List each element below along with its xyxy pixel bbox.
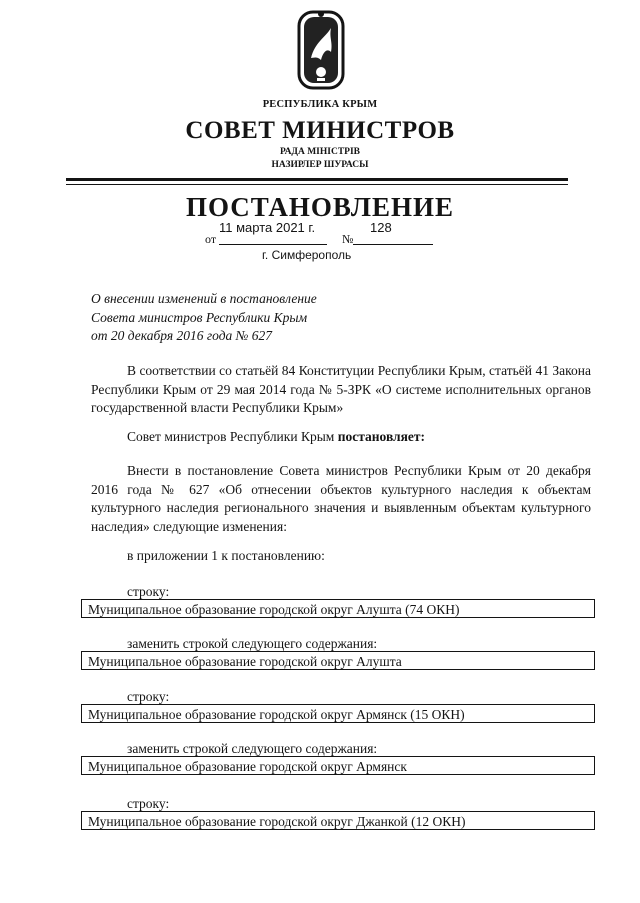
subject-line-2: Совета министров Республики Крым xyxy=(91,309,308,325)
date-number-row xyxy=(205,220,445,247)
resolves-bold: постановляет: xyxy=(337,429,426,444)
crimea-coat-of-arms-icon xyxy=(295,8,347,92)
number-prefix: № xyxy=(342,232,354,246)
republic-name: РЕСПУБЛИКА КРЫМ xyxy=(262,99,378,110)
date-prefix: от xyxy=(205,232,217,246)
change-label: строку: xyxy=(127,689,170,704)
change-row-box: Муниципальное образование городской округ Джанкой (12 ОКН) xyxy=(81,811,595,830)
change-label: заменить строкой следующего содержания: xyxy=(127,741,378,756)
city: г. Симферополь xyxy=(262,248,352,262)
change-label: заменить строкой следующего содержания: xyxy=(127,636,378,651)
instruction-paragraph: Внести в постановление Совета министров Республики Крым от 20 декабря 2016 года № 627 «Об отнесении объектов культурного наследия к объектам культурного наследия регионального значения и выявленным объектам культурного наследия» следующие изменения: xyxy=(91,463,591,534)
date-underline xyxy=(219,244,327,245)
resolves-paragraph xyxy=(91,428,591,447)
header-rule-thick xyxy=(66,178,568,181)
change-row-box: Муниципальное образование городской округ Армянск (15 ОКН) xyxy=(81,704,595,723)
appendix-paragraph: в приложении 1 к постановлению: xyxy=(127,548,325,563)
decree-date: 11 марта 2021 г. xyxy=(219,220,316,235)
change-row-box: Муниципальное образование городской округ Армянск xyxy=(81,756,595,775)
preamble-paragraph: В соответствии со статьёй 84 Конституции Республики Крым, статьёй 41 Закона Республики Крым от 29 мая 2014 года № 5-ЗРК «О системе исполнительных органов государственной власти Республики Крым» xyxy=(91,363,591,415)
crimean-tatar-name: НАЗИРЛЕР ШУРАСЫ xyxy=(271,160,369,170)
resolves-text: Совет министров Республики Крым xyxy=(127,429,338,444)
number-underline xyxy=(353,244,433,245)
decree-title: ПОСТАНОВЛЕНИЕ xyxy=(185,192,455,222)
change-label: строку: xyxy=(127,584,170,599)
subject-block xyxy=(91,290,317,346)
change-row-box: Муниципальное образование городской округ Алушта (74 ОКН) xyxy=(81,599,595,618)
subject-line-1: О внесении изменений в постановление xyxy=(91,291,317,306)
change-label: строку: xyxy=(127,796,170,811)
subject-line-3: от 20 декабря 2016 года № 627 xyxy=(91,328,272,343)
council-name: СОВЕТ МИНИСТРОВ xyxy=(185,117,455,144)
change-row-box: Муниципальное образование городской округ Алушта xyxy=(81,651,595,670)
header-rule-thin xyxy=(66,184,568,185)
ukrainian-name: РАДА МІНІСТРІВ xyxy=(279,147,360,157)
decree-number: 128 xyxy=(370,220,392,235)
